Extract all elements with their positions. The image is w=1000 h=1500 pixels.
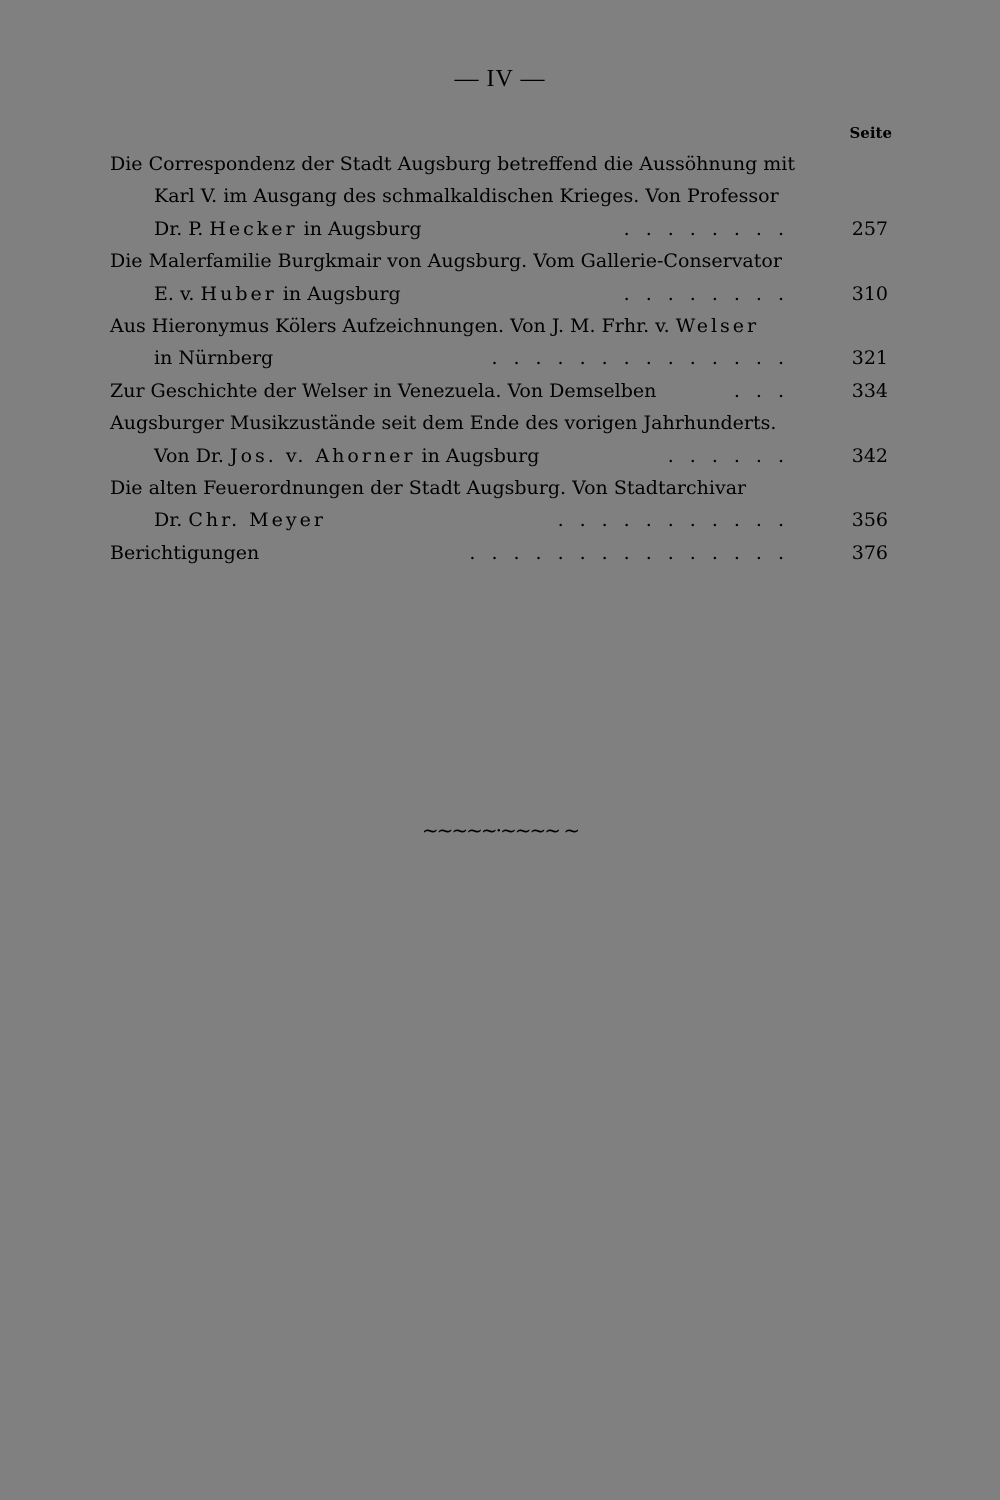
entry-title: Karl V. im Ausgang des schmalkaldischen Krieges. Von Professor [154,185,779,208]
entry-title: Die Malerfamilie Burgkmair von Augsburg. Vom Gallerie-Conservator [110,250,782,273]
entry-author: E. v. Huber in Augsburg [154,282,401,305]
page-ref: 310 [851,282,888,305]
seite-label: Seite [849,124,892,142]
entry-author: Von Dr. Jos. v. Ahorner in Augsburg [154,444,540,467]
toc-entry-feuerordnungen-line-1 [110,472,888,504]
table-of-contents [110,148,888,569]
leader-dots: ........ [623,282,800,305]
leader-dots: ... [733,379,800,402]
entry-title: Zur Geschichte der Welser in Venezuela. Von Demselben [110,379,657,402]
fleuron-ornament: ~~~~~·~~~~ ~ [421,818,579,842]
page-ref: 376 [851,541,888,564]
entry-title: Berichtigungen [110,541,260,564]
leader-dots: ............... [469,541,800,564]
page-ref: 257 [851,217,888,240]
toc-entry-feuerordnungen-line-2 [110,504,888,536]
page-ref: 342 [851,444,888,467]
toc-entry-koelers-line-2 [110,342,888,374]
toc-entry-correspondenz-line-1 [110,148,888,180]
author-name: Huber [200,282,277,305]
page-ref: 321 [851,347,888,370]
toc-entry-koelers-line-1 [110,310,888,342]
page-ref: 334 [851,379,888,402]
leader-dots: ...... [667,444,800,467]
toc-entry-berichtigungen [110,537,888,569]
toc-entry-malerfamilie-line-2 [110,278,888,310]
toc-entry-musikzustaende-line-2 [110,440,888,472]
author-name: Welser [675,314,760,337]
entry-author: Dr. P. Hecker in Augsburg [154,217,422,240]
author-name: Chr. Meyer [188,509,326,532]
leader-dots: ........ [623,217,800,240]
page-number: — IV — [454,66,546,92]
toc-entry-musikzustaende-line-1 [110,407,888,439]
entry-author: in Nürnberg [154,347,274,370]
toc-entry-correspondenz-line-3 [110,213,888,245]
entry-title: Die Correspondenz der Stadt Augsburg betreffend die Aussöhnung mit [110,153,796,175]
leader-dots: ........... [557,509,800,532]
toc-entry-venezuela [110,375,888,407]
entry-author: Dr. Chr. Meyer [154,509,326,532]
toc-entry-correspondenz-line-2 [110,180,888,212]
toc-entry-malerfamilie-line-1 [110,245,888,277]
page-ref: 356 [851,509,888,532]
entry-title: Aus Hieronymus Kölers Aufzeichnungen. Von J. M. Frhr. v. Welser [110,314,760,337]
leader-dots: .............. [491,347,800,370]
entry-title: Die alten Feuerordnungen der Stadt Augsburg. Von Stadtarchivar [110,476,747,499]
entry-title: Augsburger Musikzustände seit dem Ende des vorigen Jahrhunderts. [110,412,777,435]
author-name: Hecker [209,217,298,240]
author-name: Jos. v. Ahorner [230,444,416,467]
